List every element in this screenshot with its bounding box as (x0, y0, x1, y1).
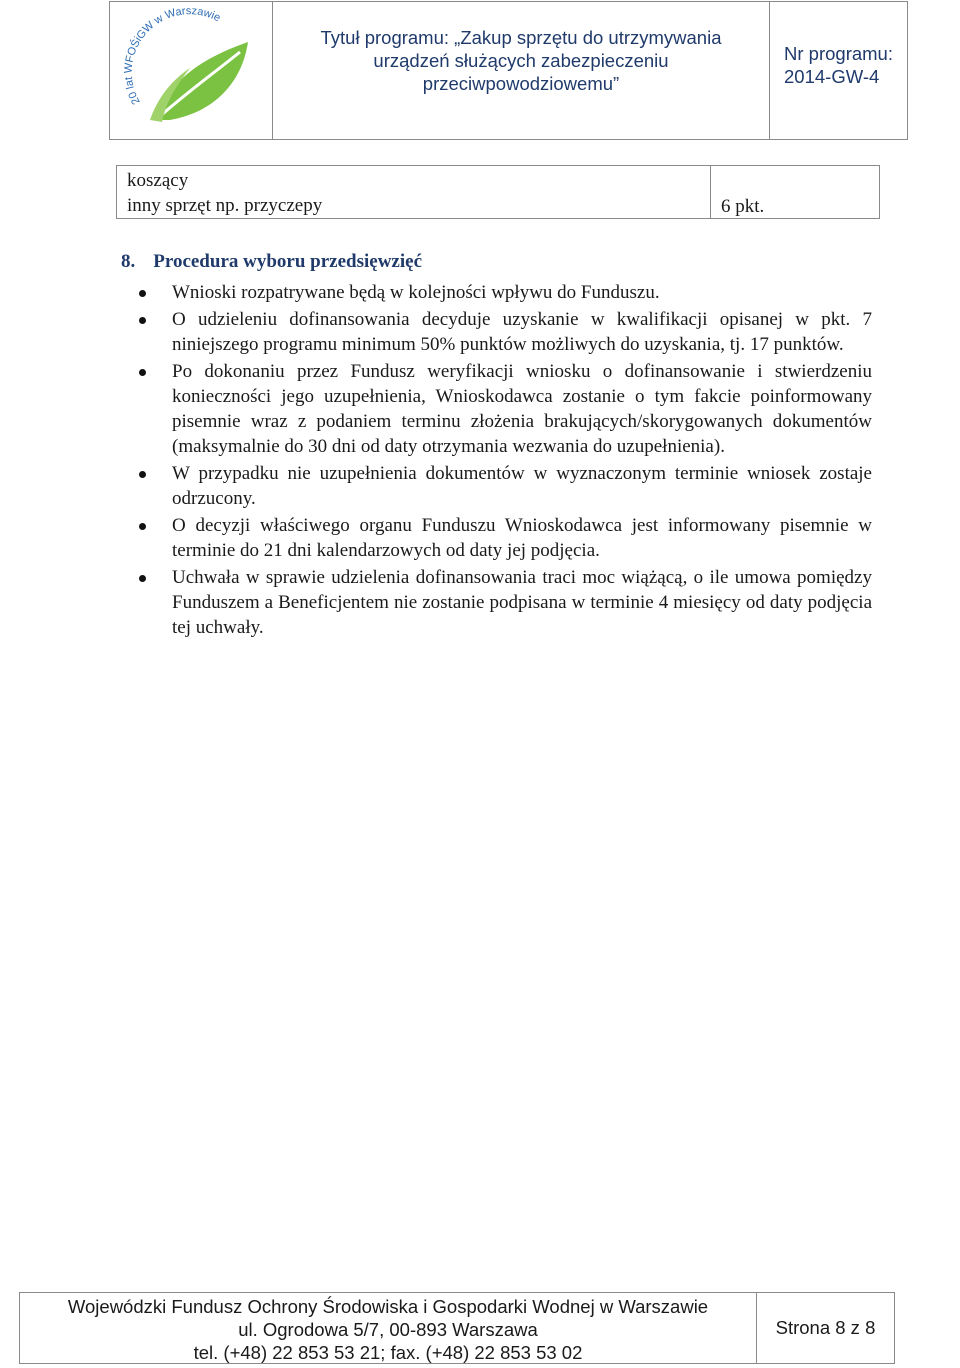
program-number: Nr programu: 2014-GW-4 (784, 42, 893, 87)
bullet-icon (139, 523, 146, 530)
logo (110, 2, 273, 139)
list-item: Wnioski rozpatrywane będą w kolejności wpływu do Funduszu. (136, 280, 872, 305)
bullet-icon (139, 471, 146, 478)
wfosigw-logo-icon (110, 2, 270, 139)
page-footer (19, 1292, 895, 1364)
section-number: 8. (121, 251, 136, 272)
procedure-list (136, 280, 872, 642)
bullet-icon (139, 317, 146, 324)
equipment-cell: koszący inny sprzęt np. przyczepy (117, 166, 711, 218)
list-item: Uchwała w sprawie udzielenia dofinansowania traci moc wiążącą, o ile umowa pomiędzy Funduszem a Beneficjentem nie zostanie podpisana w terminie 4 miesięcy od daty podjęcia tej uchwały. (136, 565, 872, 640)
program-title: Tytuł programu: „Zakup sprzętu do utrzymywania urządzeń służących zabezpieczeniu przeciwpowodziowemu” (320, 27, 722, 94)
bullet-icon (139, 290, 146, 297)
list-item: O decyzji właściwego organu Funduszu Wnioskodawca jest informowany pisemnie w terminie do 21 dni kalendarzowych od daty jej podjęcia. (136, 513, 872, 563)
bullet-icon (139, 575, 146, 582)
bullet-icon (139, 369, 146, 376)
equipment-table (116, 165, 880, 219)
section-title: Procedura wyboru przedsięwzięć (153, 251, 423, 272)
list-item: W przypadku nie uzupełnienia dokumentów w wyznaczonym terminie wniosek zostaje odrzucony. (136, 461, 872, 511)
list-item: O udzieleniu dofinansowania decyduje uzyskanie w kwalifikacji opisanej w pkt. 7 niniejszego programu minimum 50% punktów możliwych do uzyskania, tj. 17 punktów. (136, 307, 872, 357)
section-heading (121, 249, 422, 274)
list-item: Po dokonaniu przez Fundusz weryfikacji wniosku o dofinansowanie i stwierdzeniu konieczności jego uzupełnienia, Wnioskodawca zostanie o tym fakcie poinformowany pisemnie wraz z podaniem terminu złożenia brakujących/skorygowanych dokumentów (maksymalnie do 30 dni od daty otrzymania wezwania do uzupełnienia). (136, 359, 872, 459)
points-cell: 6 pkt. (721, 196, 765, 217)
page-header (109, 1, 908, 140)
page-number: Strona 8 z 8 (775, 1317, 876, 1338)
footer-address: Wojewódzki Fundusz Ochrony Środowiska i Gospodarki Wodnej w Warszawie ul. Ogrodowa 5/7, 00-893 Warszawa tel. (+48) 22 853 53 21; fax. (+48) 22 853 53 02 (20, 1293, 757, 1363)
svg-text:20 lat WFOŚiGW w Warszawie: 20 lat WFOŚiGW w Warszawie (122, 5, 223, 107)
